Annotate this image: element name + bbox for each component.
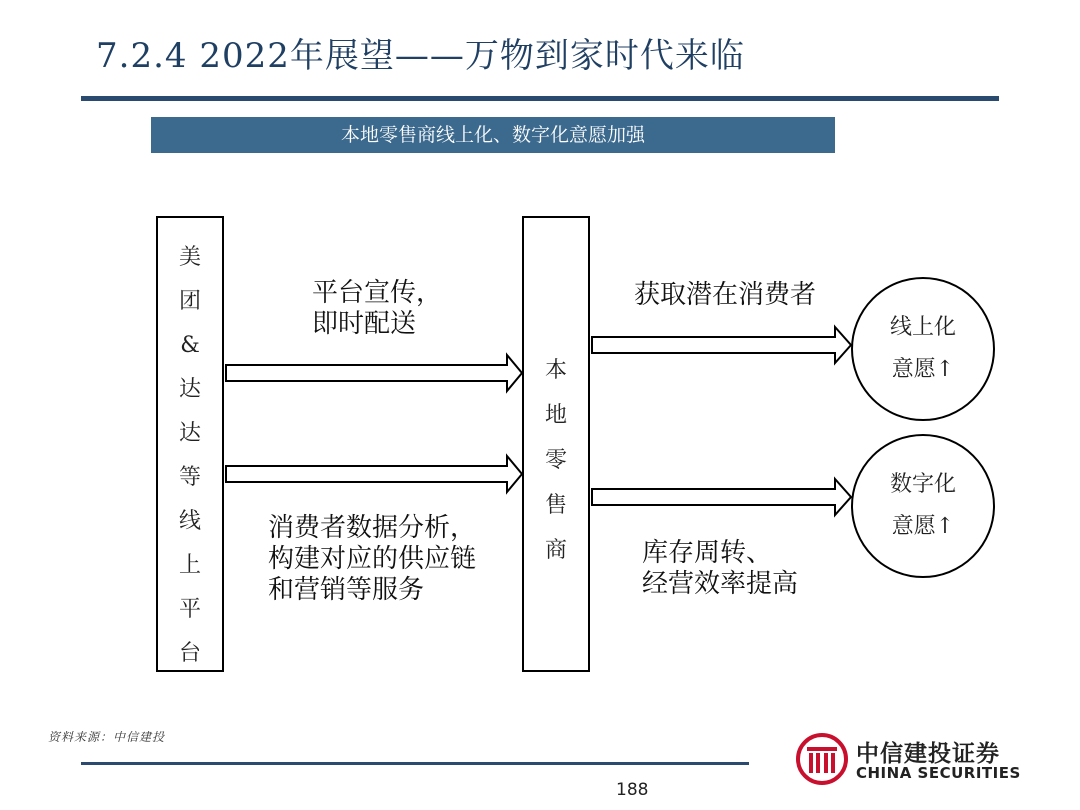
box-char: 美 — [178, 245, 201, 270]
arrow-retailer-to-online — [592, 327, 851, 363]
box-char: 地 — [544, 403, 567, 428]
box-char: 团 — [178, 289, 201, 314]
box-char: 商 — [544, 538, 567, 563]
label-line: 获取潜在消费者 — [634, 280, 817, 310]
circle-text-line: 意愿↑ — [891, 514, 955, 539]
box-char: 本 — [544, 358, 567, 383]
logo-name-english: CHINA SECURITIES — [856, 764, 1021, 782]
label-line: 平台宣传， — [312, 278, 443, 308]
label-acquire-consumers — [634, 280, 816, 311]
online-willingness-circle — [851, 277, 995, 421]
platform-box — [156, 216, 224, 672]
box-char: 上 — [178, 553, 201, 578]
local-retailer-box — [522, 216, 590, 672]
box-char: 达 — [178, 377, 201, 402]
arrow-platform-to-retailer-1 — [226, 355, 522, 391]
label-line: 即时配送 — [312, 309, 417, 339]
label-line: 和营销等服务 — [268, 575, 425, 605]
box-char: 等 — [178, 465, 201, 490]
arrow-platform-to-retailer-2 — [226, 456, 522, 492]
page-number: 188 — [616, 780, 649, 800]
source-note: 资料来源：中信建投 — [48, 730, 166, 744]
digital-willingness-circle — [851, 434, 995, 578]
arrow-retailer-to-digital — [592, 479, 851, 515]
circle-text-line: 数字化 — [889, 472, 956, 497]
label-line: 构建对应的供应链 — [268, 544, 477, 574]
box-char: 平 — [178, 597, 201, 622]
label-data-services — [268, 513, 476, 606]
section-banner: 本地零售商线上化、数字化意愿加强 — [151, 117, 835, 153]
label-line: 消费者数据分析， — [268, 513, 477, 543]
box-char: 达 — [178, 421, 201, 446]
china-securities-logo-icon — [796, 733, 848, 785]
box-char: 线 — [178, 509, 201, 534]
box-char: & — [180, 333, 200, 358]
label-efficiency — [642, 538, 798, 600]
box-char: 台 — [178, 641, 201, 666]
label-line: 库存周转、 — [642, 538, 773, 568]
circle-text-line: 意愿↑ — [891, 357, 955, 382]
footer-divider — [81, 762, 749, 765]
label-promotion-delivery — [312, 278, 442, 340]
box-char: 零 — [544, 448, 567, 473]
logo-name-chinese: 中信建投证券 — [856, 740, 1000, 767]
page-title: 7.2.4 2022年展望——万物到家时代来临 — [96, 36, 745, 76]
box-char: 售 — [544, 493, 567, 518]
circle-text-line: 线上化 — [889, 315, 956, 340]
label-line: 经营效率提高 — [642, 569, 799, 599]
